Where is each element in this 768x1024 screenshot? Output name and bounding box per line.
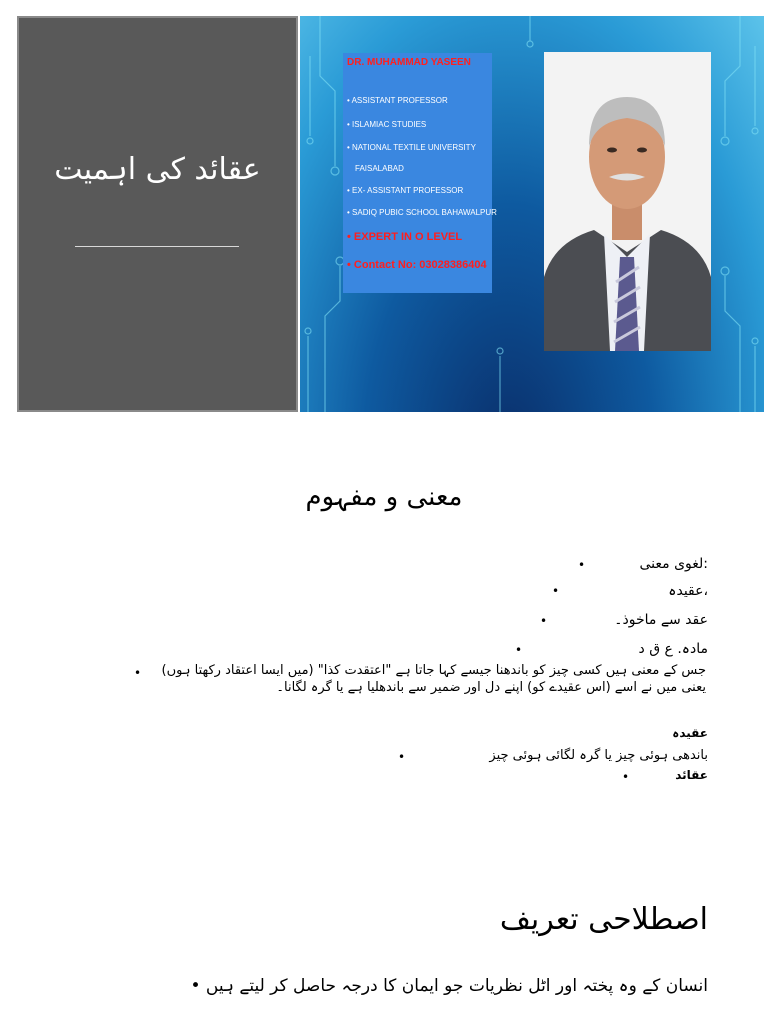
bullet: • <box>398 750 406 764</box>
aqeedah-word: ،عقیدہ <box>668 583 708 599</box>
expert-line: • EXPERT IN O LEVEL <box>347 231 463 243</box>
bullet: • <box>552 584 560 598</box>
info-line: • SADIQ PUBIC SCHOOL BAHAWALPUR <box>347 208 497 217</box>
meaning-paragraph: جس کے معنی ہیں کسی چیز کو باندھنا جیسے کہا جاتا ہے "اعتقدت کذا" (میں ایسا اعتقاد رکھتا ہوں) یعنی میں نے اسے (اس عقیدے کو) اپنے دل اور ضمیر سے باندھلیا ہے یا گرہ لگانا۔ <box>161 663 706 695</box>
presenter-panel <box>300 16 764 412</box>
info-line: • EX- ASSISTANT PROFESSOR <box>347 186 464 195</box>
title-panel <box>17 16 298 412</box>
meaning-heading: معنی و مفہوم <box>305 482 463 512</box>
title-underline <box>75 246 239 247</box>
bandhi-line: باندھی ہوئی چیز یا گرہ لگائی ہوئی چیز <box>489 748 708 763</box>
madda-line: مادہ. ع ق د <box>638 641 708 657</box>
definition-heading: اصطلاحی تعریف <box>499 902 708 937</box>
lughawi-label: :لغوی معنی <box>639 556 708 572</box>
info-line: • ISLAMIAC STUDIES <box>347 120 427 129</box>
slide-title: عقائد کی اہمیت <box>54 152 261 187</box>
bullet: • <box>515 643 523 657</box>
aqeedah-bold: عقیدہ <box>672 726 708 740</box>
presenter-info-box <box>343 53 497 293</box>
definition-line: انسان کے وہ پختہ اور اٹل نظریات جو ایمان کا درجہ حاصل کر لیتے ہیں • <box>190 976 708 996</box>
presenter-photo <box>544 52 711 351</box>
aqaid-bold: عقائد <box>675 768 708 782</box>
bullet: • <box>540 614 548 628</box>
aqd-line: عقد سے ماخوذ۔ <box>614 612 708 628</box>
title-slide <box>17 16 764 412</box>
contact-line: • Contact No: 03028386404 <box>347 259 487 271</box>
bullet: • <box>622 770 630 784</box>
bullet: • <box>578 558 586 572</box>
bullet: • <box>134 666 142 680</box>
info-line: • ASSISTANT PROFESSOR <box>347 96 448 105</box>
info-line: FAISALABAD <box>355 164 404 173</box>
info-line: • NATIONAL TEXTILE UNIVERSITY <box>347 143 476 152</box>
presenter-name: DR. MUHAMMAD YASEEN <box>347 57 471 68</box>
